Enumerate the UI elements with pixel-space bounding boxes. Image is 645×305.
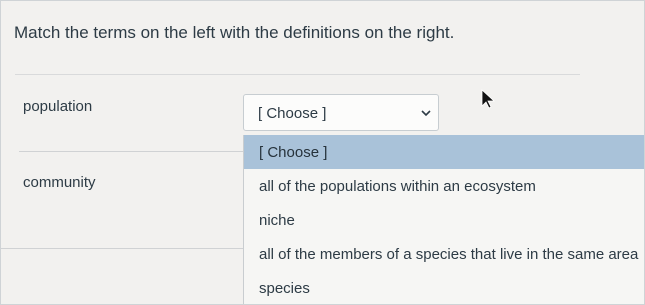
- mouse-cursor-icon: [480, 89, 496, 109]
- answer-select-value: [ Choose ]: [258, 105, 327, 122]
- row-divider: [1, 248, 243, 249]
- answer-options-list: [243, 135, 645, 305]
- prompt-divider: [15, 74, 580, 75]
- question-prompt: Match the terms on the left with the definitions on the right.: [14, 23, 455, 42]
- term-label-population: population: [23, 98, 93, 115]
- option-populations-within-ecosystem[interactable]: all of the populations within an ecosystem: [259, 178, 536, 195]
- chevron-down-icon: [420, 107, 432, 119]
- option-members-of-species-same-area[interactable]: all of the members of a species that live in the same area: [259, 246, 639, 263]
- term-label-community: community: [23, 174, 96, 191]
- answer-select-population[interactable]: [243, 94, 439, 131]
- option-species[interactable]: species: [259, 280, 310, 297]
- row-divider: [19, 151, 243, 152]
- option-niche[interactable]: niche: [259, 212, 295, 229]
- option-choose[interactable]: [ Choose ]: [244, 135, 645, 169]
